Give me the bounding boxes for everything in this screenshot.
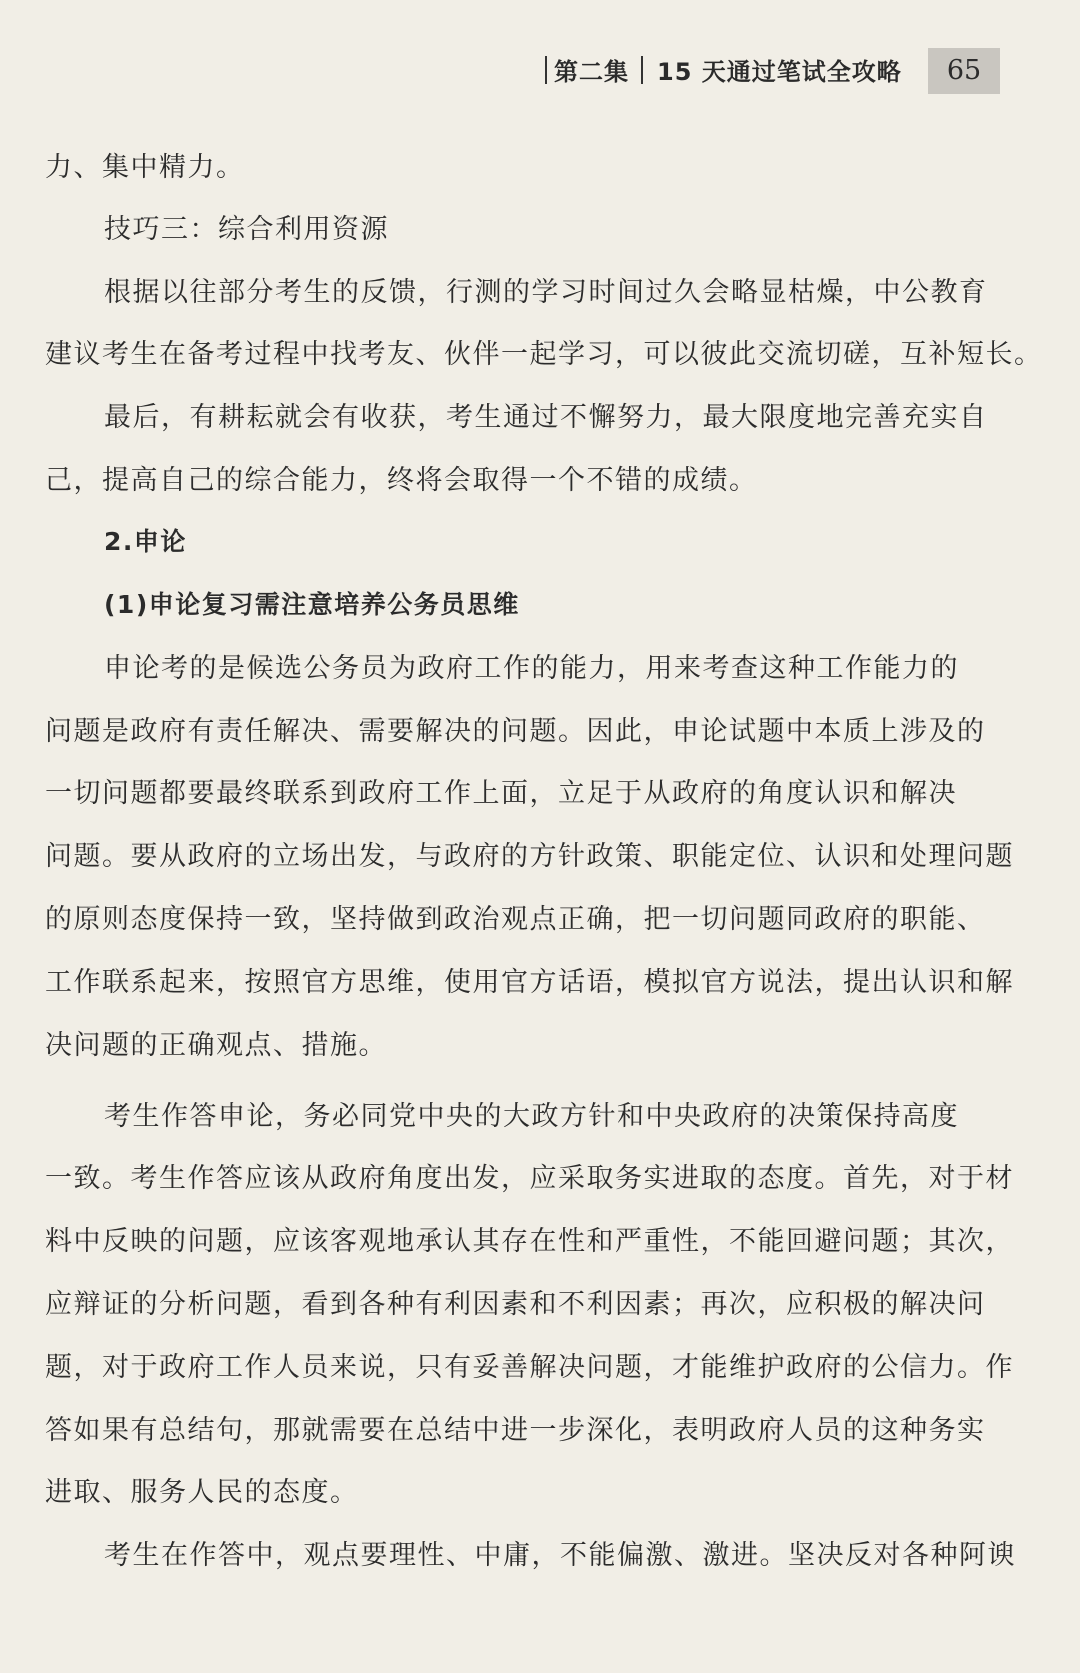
paragraph-line: 力、集中精力。 (45, 152, 245, 183)
paragraph-line: 进取、服务人民的态度。 (45, 1477, 359, 1508)
page-number: 65 (928, 48, 1000, 94)
series-label: 第二集 (554, 58, 629, 86)
header-separator (641, 56, 643, 84)
chapter-title: 15 天通过笔试全攻略 (657, 58, 902, 86)
paragraph-line: 考生作答申论，务必同党中央的大政方针和中央政府的决策保持高度 (104, 1101, 959, 1132)
paragraph-line: 己，提高自己的综合能力，终将会取得一个不错的成绩。 (45, 465, 758, 496)
paragraph-line: 问题是政府有责任解决、需要解决的问题。因此，申论试题中本质上涉及的 (45, 716, 986, 747)
section-heading: 2.申论 (104, 527, 187, 556)
paragraph-line: 料中反映的问题，应该客观地承认其存在性和严重性，不能回避问题；其次， (45, 1226, 1014, 1257)
paragraph-line: 应辩证的分析问题，看到各种有利因素和不利因素；再次，应积极的解决问 (45, 1289, 986, 1320)
paragraph-line: 一切问题都要最终联系到政府工作上面，立足于从政府的角度认识和解决 (45, 778, 957, 809)
running-header (0, 48, 1000, 96)
paragraph-line: 申论考的是候选公务员为政府工作的能力，用来考查这种工作能力的 (104, 653, 959, 684)
paragraph-line: 根据以往部分考生的反馈，行测的学习时间过久会略显枯燥，中公教育 (104, 277, 988, 308)
paragraph-line: 答如果有总结句，那就需要在总结中进一步深化，表明政府人员的这种务实 (45, 1415, 986, 1446)
header-separator (545, 56, 547, 84)
paragraph-line: 问题。要从政府的立场出发，与政府的方针政策、职能定位、认识和处理问题 (45, 841, 1014, 872)
paragraph-line: 决问题的正确观点、措施。 (45, 1030, 387, 1061)
section-subheading: (1)申论复习需注意培养公务员思维 (104, 590, 520, 619)
paragraph-line: 一致。考生作答应该从政府角度出发，应采取务实进取的态度。首先，对于材 (45, 1163, 1014, 1194)
paragraph-line: 工作联系起来，按照官方思维，使用官方话语，模拟官方说法，提出认识和解 (45, 967, 1014, 998)
paragraph-line: 最后，有耕耘就会有收获，考生通过不懈努力，最大限度地完善充实自 (104, 402, 988, 433)
paragraph-line: 考生在作答中，观点要理性、中庸，不能偏激、激进。坚决反对各种阿谀 (104, 1540, 1016, 1571)
paragraph-line: 题，对于政府工作人员来说，只有妥善解决问题，才能维护政府的公信力。作 (45, 1352, 1014, 1383)
paragraph-line: 建议考生在备考过程中找考友、伙伴一起学习，可以彼此交流切磋，互补短长。 (45, 339, 1043, 370)
paragraph-line: 的原则态度保持一致，坚持做到政治观点正确，把一切问题同政府的职能、 (45, 904, 986, 935)
subheading: 技巧三：综合利用资源 (104, 214, 389, 245)
